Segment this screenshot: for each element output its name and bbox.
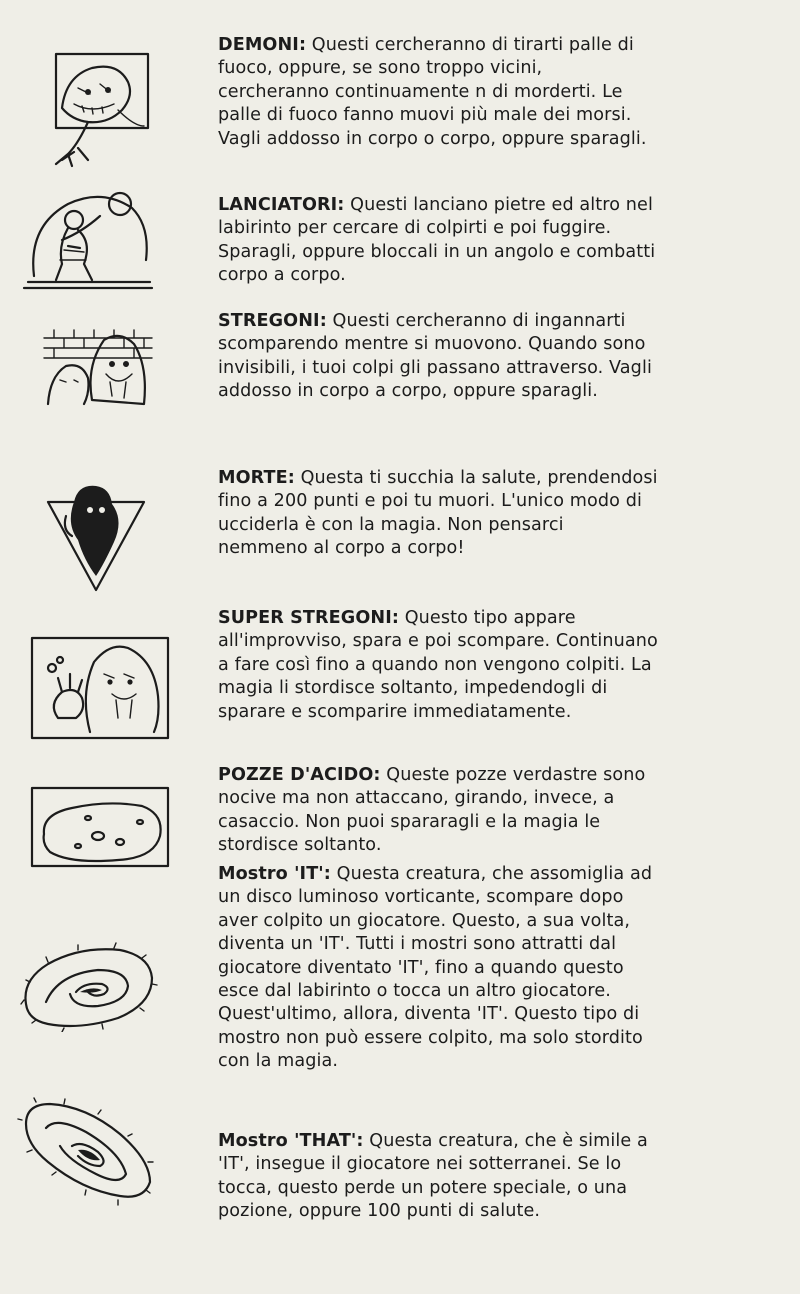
entry-description: Questa ti succhia la salute, prendendosi fino a 200 punti e poi tu muori. L'unico modo di ucciderla è con la magia. Non pensarci nemmeno al corpo a corpo! [218, 468, 658, 559]
acid-puddle-icon [28, 784, 172, 870]
entry-description: Questa creatura, che è simile a 'IT', insegue il giocatore nei sotterranei. Se lo tocca, questo perde un potere speciale, o una pozione, oppure 100 punti di salute. [218, 1131, 648, 1222]
entry-description: Questi cercheranno di ingannarti scomparendo mentre si muovono. Quando sono invisibili, i tuoi colpi gli passano attraverso. Vagli addosso in corpo a corpo, oppure sparagli. [218, 311, 652, 402]
entry-pozze-acido [218, 764, 658, 858]
entry-title: SUPER STREGONI: [218, 608, 399, 628]
super-sorcerer-icon [28, 634, 172, 742]
entry-stregoni [218, 310, 658, 404]
entry-mostro-it [218, 863, 658, 1074]
death-icon [44, 480, 148, 594]
that-monster-icon [16, 1094, 158, 1206]
entry-description: Queste pozze verdastre sono nocive ma non attaccano, girando, invece, a casaccio. Non puoi spararagli e la magia le stordisce soltanto. [218, 765, 646, 856]
entry-lanciatori [218, 194, 658, 288]
entry-title: STREGONI: [218, 311, 327, 331]
entry-description: Questa creatura, che assomiglia ad un disco luminoso vorticante, scompare dopo aver colpito un giocatore. Questo, a sua volta, diventa un 'IT'. Tutti i mostri sono attratti dal giocatore diventato 'IT', fino a quando questo esce dal labirinto o tocca un altro giocatore. Quest'ultimo, allora, diventa 'IT'. Questo tipo di mostro non può essere colpito, ma solo stordito con la magia. [218, 864, 653, 1072]
sorcerer-icon [40, 326, 156, 410]
entry-morte [218, 467, 658, 561]
entry-description: Questo tipo appare all'improvviso, spara e poi scompare. Continuano a fare così fino a quando non vengono colpiti. La magia li stordisce soltanto, impedendogli di sparare e scomparire immediatamente. [218, 608, 658, 722]
lobber-icon [22, 186, 156, 294]
demon-icon [48, 48, 152, 172]
entry-title: LANCIATORI: [218, 195, 345, 215]
entry-title: Mostro 'IT': [218, 864, 331, 884]
entry-title: Mostro 'THAT': [218, 1131, 364, 1151]
entry-description: Questi lanciano pietre ed altro nel labirinto per cercare di colpirti e poi fuggire. Sparagli, oppure bloccali in un angolo e combatti corpo a corpo. [218, 195, 656, 286]
it-monster-icon [18, 940, 158, 1032]
entry-demoni [218, 34, 658, 151]
entry-title: DEMONI: [218, 35, 307, 55]
entry-mostro-that [218, 1130, 658, 1224]
entry-description: Questi cercheranno di tirarti palle di fuoco, oppure, se sono troppo vicini, cercheranno continuamente n di morderti. Le palle di fuoco fanno muovi più male dei morsi. Vagli addosso in corpo o corpo, oppure sparagli. [218, 35, 647, 149]
entry-super-stregoni [218, 607, 658, 724]
entry-title: MORTE: [218, 468, 295, 488]
entry-title: POZZE D'ACIDO: [218, 765, 381, 785]
